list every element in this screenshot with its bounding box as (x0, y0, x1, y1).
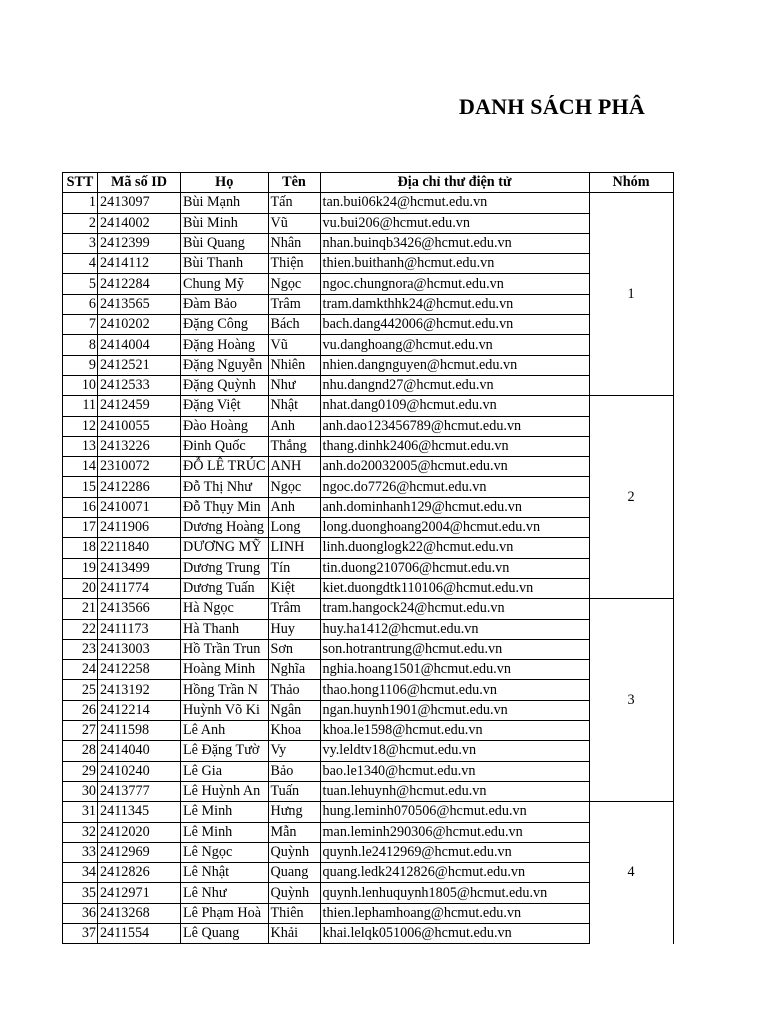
cell-id: 2412826 (98, 863, 181, 883)
cell-ho: Hoàng Minh (181, 660, 269, 680)
cell-ho: Đỗ Thụy Min (181, 497, 269, 517)
cell-ten: Khải (268, 923, 320, 943)
cell-id: 2412020 (98, 822, 181, 842)
cell-ho: Dương Trung (181, 558, 269, 578)
cell-ho: Bùi Minh (181, 213, 269, 233)
header-stt: STT (63, 173, 98, 193)
cell-email: son.hotrantrung@hcmut.edu.vn (320, 639, 589, 659)
cell-stt: 17 (63, 518, 98, 538)
cell-ho: Đặng Hoàng (181, 335, 269, 355)
cell-email: thang.dinhk2406@hcmut.edu.vn (320, 436, 589, 456)
cell-stt: 5 (63, 274, 98, 294)
cell-ten: Bách (268, 315, 320, 335)
cell-stt: 35 (63, 883, 98, 903)
cell-ten: Long (268, 518, 320, 538)
cell-email: quynh.lenhuquynh1805@hcmut.edu.vn (320, 883, 589, 903)
cell-ten: Thiên (268, 903, 320, 923)
cell-email: huy.ha1412@hcmut.edu.vn (320, 619, 589, 639)
table-row (63, 416, 674, 436)
cell-ten: Vũ (268, 213, 320, 233)
cell-stt: 20 (63, 578, 98, 598)
cell-email: hung.leminh070506@hcmut.edu.vn (320, 802, 589, 822)
cell-ten: Vũ (268, 335, 320, 355)
cell-id: 2412284 (98, 274, 181, 294)
cell-ho: Đặng Nguyễn (181, 355, 269, 375)
cell-stt: 10 (63, 375, 98, 395)
cell-id: 2412258 (98, 660, 181, 680)
cell-stt: 11 (63, 396, 98, 416)
cell-id: 2414040 (98, 741, 181, 761)
cell-ho: Lê Minh (181, 822, 269, 842)
cell-ten: Trâm (268, 599, 320, 619)
cell-ho: Hà Thanh (181, 619, 269, 639)
table-row (63, 558, 674, 578)
table-row (63, 863, 674, 883)
cell-ho: Lê Đặng Tườ (181, 741, 269, 761)
table-row (63, 274, 674, 294)
cell-stt: 12 (63, 416, 98, 436)
cell-email: nhan.buinqb3426@hcmut.edu.vn (320, 233, 589, 253)
cell-email: nhat.dang0109@hcmut.edu.vn (320, 396, 589, 416)
cell-id: 2413268 (98, 903, 181, 923)
cell-ho: Đinh Quốc (181, 436, 269, 456)
cell-ho: Bùi Quang (181, 233, 269, 253)
cell-email: nhien.dangnguyen@hcmut.edu.vn (320, 355, 589, 375)
cell-stt: 26 (63, 700, 98, 720)
cell-ho: Dương Tuấn (181, 578, 269, 598)
cell-stt: 21 (63, 599, 98, 619)
cell-email: khoa.le1598@hcmut.edu.vn (320, 721, 589, 741)
group-cell: 3 (589, 599, 673, 802)
cell-ten: Vy (268, 741, 320, 761)
cell-stt: 33 (63, 842, 98, 862)
cell-id: 2410202 (98, 315, 181, 335)
cell-ho: DƯƠNG MỸ (181, 538, 269, 558)
table-row (63, 396, 674, 416)
cell-stt: 32 (63, 822, 98, 842)
cell-id: 2410071 (98, 497, 181, 517)
cell-ten: ANH (268, 457, 320, 477)
cell-email: bach.dang442006@hcmut.edu.vn (320, 315, 589, 335)
cell-email: vu.danghoang@hcmut.edu.vn (320, 335, 589, 355)
cell-ten: Quỳnh (268, 842, 320, 862)
group-cell: 4 (589, 802, 673, 944)
table-row (63, 294, 674, 314)
cell-email: vy.leldtv18@hcmut.edu.vn (320, 741, 589, 761)
table-row (63, 741, 674, 761)
cell-email: kiet.duongdtk110106@hcmut.edu.vn (320, 578, 589, 598)
cell-ho: Lê Ngọc (181, 842, 269, 862)
table-row (63, 497, 674, 517)
table-row (63, 781, 674, 801)
cell-stt: 19 (63, 558, 98, 578)
cell-id: 2412214 (98, 700, 181, 720)
table-row (63, 599, 674, 619)
cell-email: thao.hong1106@hcmut.edu.vn (320, 680, 589, 700)
header-row (63, 173, 674, 193)
cell-email: nghia.hoang1501@hcmut.edu.vn (320, 660, 589, 680)
cell-ten: Hưng (268, 802, 320, 822)
cell-ten: Nhiên (268, 355, 320, 375)
cell-ho: Hồng Trần N (181, 680, 269, 700)
header-ho: Họ (181, 173, 269, 193)
cell-id: 2412286 (98, 477, 181, 497)
cell-stt: 8 (63, 335, 98, 355)
cell-stt: 14 (63, 457, 98, 477)
cell-email: tuan.lehuynh@hcmut.edu.vn (320, 781, 589, 801)
cell-email: anh.dao123456789@hcmut.edu.vn (320, 416, 589, 436)
cell-stt: 16 (63, 497, 98, 517)
table-row (63, 538, 674, 558)
table-row (63, 477, 674, 497)
table-row (63, 660, 674, 680)
table-row (63, 213, 674, 233)
cell-stt: 3 (63, 233, 98, 253)
cell-stt: 1 (63, 193, 98, 213)
cell-stt: 18 (63, 538, 98, 558)
cell-ten: Quang (268, 863, 320, 883)
cell-email: thien.buithanh@hcmut.edu.vn (320, 254, 589, 274)
cell-email: linh.duonglogk22@hcmut.edu.vn (320, 538, 589, 558)
cell-ten: Tuấn (268, 781, 320, 801)
cell-email: vu.bui206@hcmut.edu.vn (320, 213, 589, 233)
cell-email: man.leminh290306@hcmut.edu.vn (320, 822, 589, 842)
cell-id: 2413097 (98, 193, 181, 213)
cell-id: 2412533 (98, 375, 181, 395)
cell-ten: Khoa (268, 721, 320, 741)
cell-ten: Nhật (268, 396, 320, 416)
cell-ten: Quỳnh (268, 883, 320, 903)
cell-ho: Đặng Quỳnh (181, 375, 269, 395)
cell-ten: Ngọc (268, 274, 320, 294)
cell-stt: 7 (63, 315, 98, 335)
cell-email: nhu.dangnd27@hcmut.edu.vn (320, 375, 589, 395)
cell-stt: 36 (63, 903, 98, 923)
table-row (63, 883, 674, 903)
cell-email: ngan.huynh1901@hcmut.edu.vn (320, 700, 589, 720)
cell-id: 2410055 (98, 416, 181, 436)
table-row (63, 436, 674, 456)
cell-email: bao.le1340@hcmut.edu.vn (320, 761, 589, 781)
table-row (63, 903, 674, 923)
cell-id: 2412521 (98, 355, 181, 375)
cell-ho: Lê Nhật (181, 863, 269, 883)
cell-stt: 27 (63, 721, 98, 741)
table-row (63, 233, 674, 253)
cell-email: tin.duong210706@hcmut.edu.vn (320, 558, 589, 578)
group-cell: 1 (589, 193, 673, 396)
cell-id: 2414004 (98, 335, 181, 355)
cell-ho: Chung Mỹ (181, 274, 269, 294)
cell-ten: Nhân (268, 233, 320, 253)
cell-id: 2412459 (98, 396, 181, 416)
cell-ho: Lê Quang (181, 923, 269, 943)
cell-ho: Đặng Công (181, 315, 269, 335)
table-row (63, 355, 674, 375)
cell-id: 2413003 (98, 639, 181, 659)
table-row (63, 761, 674, 781)
header-email: Địa chỉ thư điện tử (320, 173, 589, 193)
cell-ho: Lê Huỳnh An (181, 781, 269, 801)
table-row (63, 518, 674, 538)
cell-ho: Bùi Mạnh (181, 193, 269, 213)
cell-stt: 4 (63, 254, 98, 274)
cell-ho: Lê Phạm Hoà (181, 903, 269, 923)
cell-ho: Lê Gia (181, 761, 269, 781)
table-row (63, 842, 674, 862)
cell-ten: Tín (268, 558, 320, 578)
cell-stt: 13 (63, 436, 98, 456)
student-table (62, 172, 674, 944)
table-row (63, 700, 674, 720)
cell-stt: 31 (63, 802, 98, 822)
cell-email: anh.dominhanh129@hcmut.edu.vn (320, 497, 589, 517)
table-row (63, 315, 674, 335)
cell-id: 2410240 (98, 761, 181, 781)
table-row (63, 193, 674, 213)
cell-ten: LINH (268, 538, 320, 558)
cell-ten: Huy (268, 619, 320, 639)
header-id: Mã số ID (98, 173, 181, 193)
cell-id: 2412399 (98, 233, 181, 253)
cell-email: khai.lelqk051006@hcmut.edu.vn (320, 923, 589, 943)
cell-email: long.duonghoang2004@hcmut.edu.vn (320, 518, 589, 538)
cell-stt: 15 (63, 477, 98, 497)
cell-stt: 9 (63, 355, 98, 375)
cell-id: 2211840 (98, 538, 181, 558)
cell-id: 2413777 (98, 781, 181, 801)
cell-email: tram.hangock24@hcmut.edu.vn (320, 599, 589, 619)
cell-ho: Huỳnh Võ Ki (181, 700, 269, 720)
cell-ten: Thảo (268, 680, 320, 700)
cell-ho: Lê Minh (181, 802, 269, 822)
cell-ten: Kiệt (268, 578, 320, 598)
cell-ten: Tấn (268, 193, 320, 213)
cell-ho: Hà Ngọc (181, 599, 269, 619)
cell-ten: Ngân (268, 700, 320, 720)
table-row (63, 578, 674, 598)
cell-ten: Bảo (268, 761, 320, 781)
cell-email: quynh.le2412969@hcmut.edu.vn (320, 842, 589, 862)
cell-id: 2411906 (98, 518, 181, 538)
cell-email: thien.lephamhoang@hcmut.edu.vn (320, 903, 589, 923)
table-row (63, 923, 674, 943)
cell-ten: Thiện (268, 254, 320, 274)
cell-stt: 23 (63, 639, 98, 659)
cell-id: 2413499 (98, 558, 181, 578)
table-body (63, 193, 674, 944)
cell-ho: Đàm Bảo (181, 294, 269, 314)
cell-ho: Lê Như (181, 883, 269, 903)
cell-ho: Đặng Việt (181, 396, 269, 416)
table-row (63, 822, 674, 842)
cell-ho: Hồ Trần Trun (181, 639, 269, 659)
cell-ho: Lê Anh (181, 721, 269, 741)
cell-id: 2413566 (98, 599, 181, 619)
cell-ho: Đỗ Thị Như (181, 477, 269, 497)
table-row (63, 375, 674, 395)
cell-stt: 28 (63, 741, 98, 761)
cell-id: 2411554 (98, 923, 181, 943)
cell-id: 2411598 (98, 721, 181, 741)
cell-stt: 25 (63, 680, 98, 700)
cell-email: ngoc.do7726@hcmut.edu.vn (320, 477, 589, 497)
cell-ten: Trâm (268, 294, 320, 314)
cell-ten: Như (268, 375, 320, 395)
cell-email: ngoc.chungnora@hcmut.edu.vn (320, 274, 589, 294)
table-row (63, 802, 674, 822)
cell-stt: 6 (63, 294, 98, 314)
cell-email: anh.do20032005@hcmut.edu.vn (320, 457, 589, 477)
cell-id: 2413565 (98, 294, 181, 314)
cell-id: 2412971 (98, 883, 181, 903)
cell-ten: Nghĩa (268, 660, 320, 680)
cell-email: tan.bui06k24@hcmut.edu.vn (320, 193, 589, 213)
cell-ten: Ngọc (268, 477, 320, 497)
cell-stt: 29 (63, 761, 98, 781)
table-row (63, 680, 674, 700)
cell-ten: Sơn (268, 639, 320, 659)
cell-stt: 2 (63, 213, 98, 233)
table-row (63, 335, 674, 355)
header-ten: Tên (268, 173, 320, 193)
cell-id: 2411173 (98, 619, 181, 639)
cell-stt: 30 (63, 781, 98, 801)
cell-id: 2414112 (98, 254, 181, 274)
cell-ten: Thắng (268, 436, 320, 456)
cell-ho: Bùi Thanh (181, 254, 269, 274)
table-row (63, 619, 674, 639)
cell-id: 2310072 (98, 457, 181, 477)
cell-id: 2411345 (98, 802, 181, 822)
cell-stt: 24 (63, 660, 98, 680)
cell-stt: 22 (63, 619, 98, 639)
cell-ho: ĐỖ LÊ TRÚC (181, 457, 269, 477)
cell-id: 2411774 (98, 578, 181, 598)
cell-id: 2413192 (98, 680, 181, 700)
cell-ten: Anh (268, 416, 320, 436)
table-row (63, 254, 674, 274)
cell-stt: 34 (63, 863, 98, 883)
cell-email: tram.damkthhk24@hcmut.edu.vn (320, 294, 589, 314)
cell-ten: Mẫn (268, 822, 320, 842)
cell-ho: Dương Hoàng (181, 518, 269, 538)
cell-ten: Anh (268, 497, 320, 517)
table-row (63, 639, 674, 659)
page-title: DANH SÁCH PHÂ (459, 94, 645, 119)
cell-stt: 37 (63, 923, 98, 943)
cell-id: 2413226 (98, 436, 181, 456)
table-row (63, 457, 674, 477)
cell-id: 2412969 (98, 842, 181, 862)
group-cell: 2 (589, 396, 673, 599)
cell-email: quang.ledk2412826@hcmut.edu.vn (320, 863, 589, 883)
cell-ho: Đào Hoàng (181, 416, 269, 436)
table-row (63, 721, 674, 741)
cell-id: 2414002 (98, 213, 181, 233)
header-nhom: Nhóm (589, 173, 673, 193)
